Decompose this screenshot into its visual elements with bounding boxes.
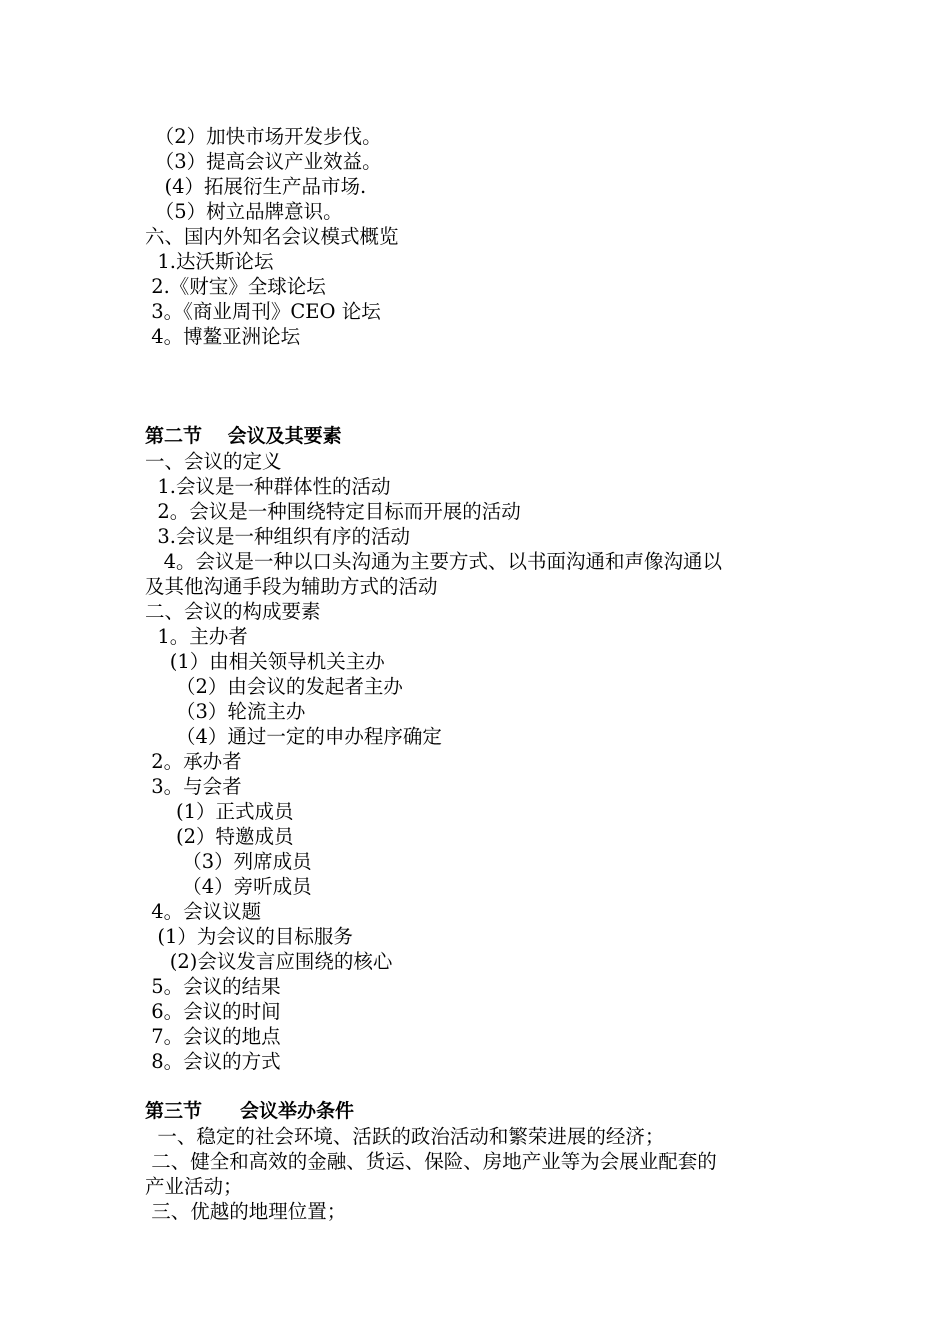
list-item: 2.《财宝》全球论坛 <box>145 275 326 298</box>
list-item: (2）特邀成员 <box>145 825 294 848</box>
list-item: 1.会议是一种群体性的活动 <box>145 475 391 498</box>
list-item: (2)会议发言应围绕的核心 <box>145 950 393 973</box>
list-item: （3）轮流主办 <box>145 700 306 723</box>
list-item: 一、稳定的社会环境、活跃的政治活动和繁荣进展的经济； <box>145 1125 665 1148</box>
list-item: 3。与会者 <box>145 775 242 798</box>
list-item: 5。会议的结果 <box>145 975 281 998</box>
section-heading: 六、国内外知名会议模式概览 <box>145 225 399 248</box>
list-item: 及其他沟通手段为辅助方式的活动 <box>145 575 438 598</box>
list-item: （2）由会议的发起者主办 <box>145 675 403 698</box>
list-item: 产业活动； <box>145 1175 243 1198</box>
list-item: 三、优越的地理位置； <box>145 1200 347 1223</box>
list-item: 3。《商业周刊》CEO 论坛 <box>145 300 381 323</box>
list-item: 7。会议的地点 <box>145 1025 281 1048</box>
list-item: （4）旁听成员 <box>145 875 312 898</box>
list-item: （2）加快市场开发步伐。 <box>145 125 382 148</box>
list-item: 3.会议是一种组织有序的活动 <box>145 525 411 548</box>
list-item: 4。博鳌亚洲论坛 <box>145 325 301 348</box>
list-item: (1）由相关领导机关主办 <box>145 650 385 673</box>
list-item: 2。会议是一种围绕特定目标而开展的活动 <box>145 500 521 523</box>
list-item: (1）为会议的目标服务 <box>145 925 353 948</box>
list-item: (4）拓展衍生产品市场. <box>145 175 367 198</box>
section-heading: 二、会议的构成要素 <box>145 600 321 623</box>
section-title: 第三节 会议举办条件 <box>145 1100 355 1122</box>
list-item: 2。承办者 <box>145 750 242 773</box>
list-item: (1）正式成员 <box>145 800 294 823</box>
list-item: （3）列席成员 <box>145 850 312 873</box>
list-item: （3）提高会议产业效益。 <box>145 150 382 173</box>
list-item: 8。会议的方式 <box>145 1050 281 1073</box>
section-title: 第二节 会议及其要素 <box>145 425 342 447</box>
list-item: 二、健全和高效的金融、货运、保险、房地产业等为会展业配套的 <box>145 1150 717 1173</box>
list-item: 1.达沃斯论坛 <box>145 250 274 273</box>
list-item: 4。会议是一种以口头沟通为主要方式、以书面沟通和声像沟通以 <box>145 550 723 573</box>
list-item: 6。会议的时间 <box>145 1000 281 1023</box>
list-item: （4）通过一定的申办程序确定 <box>145 725 442 748</box>
list-item: 1。主办者 <box>145 625 248 648</box>
list-item: （5）树立品牌意识。 <box>145 200 343 223</box>
section-heading: 一、会议的定义 <box>145 450 282 473</box>
list-item: 4。会议议题 <box>145 900 262 923</box>
